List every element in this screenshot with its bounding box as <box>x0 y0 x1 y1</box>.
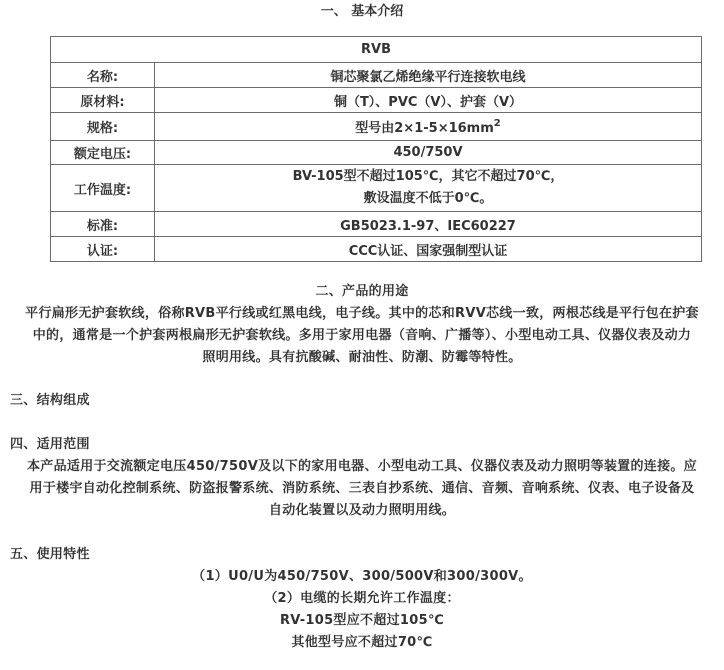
row-value-temperature <box>155 165 702 212</box>
row-value-voltage: 450/750V <box>155 141 702 165</box>
section2-title: 二、产品的用途 <box>315 284 409 299</box>
row-label-voltage: 额定电压: <box>51 141 155 165</box>
row-label-certification: 认证: <box>51 237 155 262</box>
section1-title: 一、 基本介绍 <box>320 4 404 19</box>
row-value-standard: GB5023.1-97、IEC60227 <box>155 212 702 237</box>
table-row <box>51 88 702 113</box>
row-value-material: 铜（T）、PVC（V）、护套（V） <box>155 88 702 113</box>
section2-body <box>0 303 724 369</box>
spec-text: 型号由2×1-5×16mm <box>355 121 494 136</box>
row-label-name: 名称: <box>51 63 155 88</box>
section5-line: （2）电缆的长期允许工作温度： <box>264 591 460 606</box>
section4-line: 自动化装置以及动力照明用线。 <box>268 503 456 518</box>
table-row <box>51 63 702 88</box>
spec-table <box>50 36 702 262</box>
section5-body <box>0 566 724 654</box>
section2-line: 中的，通常是一个护套两根扁形无护套软线。多用于家用电器（音响、广播等）、小型电动工具、仪器仪表及动力 <box>32 328 692 343</box>
section5-line: 其他型号应不超过70℃ <box>291 635 433 650</box>
section4-title: 四、适用范围 <box>10 437 90 452</box>
section5-line: （1）U0/U为450/750V、300/500V和300/300V。 <box>192 569 532 584</box>
section5-line: RV-105型应不超过105℃ <box>279 613 445 628</box>
table-row <box>51 141 702 165</box>
table-header: RVB <box>51 37 702 63</box>
section4-body <box>0 456 724 522</box>
section5-title: 五、使用特性 <box>10 547 90 562</box>
table-header-row <box>51 37 702 63</box>
table-row <box>51 237 702 262</box>
temperature-line-1: BV-105型不超过105℃，其它不超过70℃， <box>292 169 564 184</box>
table-row <box>51 212 702 237</box>
row-value-spec <box>155 113 702 141</box>
table-row <box>51 113 702 141</box>
spec-superscript: 2 <box>493 118 501 129</box>
row-value-name: 铜芯聚氯乙烯绝缘平行连接软电线 <box>155 63 702 88</box>
row-label-material: 原材料: <box>51 88 155 113</box>
section2-line: 平行扁形无护套软线，俗称RVB平行线或红黑电线，电子线。其中的芯和RVV芯线一致，两根芯线是平行包在护套 <box>25 306 699 321</box>
section3-title: 三、结构组成 <box>10 393 90 408</box>
row-label-temperature: 工作温度: <box>51 165 155 212</box>
section4-line: 用于楼宇自动化控制系统、防盗报警系统、消防系统、三表自抄系统、通信、音频、音响系统、仪表、电子设备及 <box>29 481 695 496</box>
row-label-standard: 标准: <box>51 212 155 237</box>
section4-line: 本产品适用于交流额定电压450/750V及以下的家用电器、小型电动工具、仪器仪表及动力照明等装置的连接。应 <box>27 459 697 474</box>
section2-line: 照明用线。具有抗酸碱、耐油性、防潮、防霉等特性。 <box>202 350 522 365</box>
temperature-line-2: 敷设温度不低于0℃。 <box>363 191 493 206</box>
row-label-spec: 规格: <box>51 113 155 141</box>
table-row <box>51 165 702 212</box>
row-value-certification: CCC认证、国家强制型认证 <box>155 237 702 262</box>
